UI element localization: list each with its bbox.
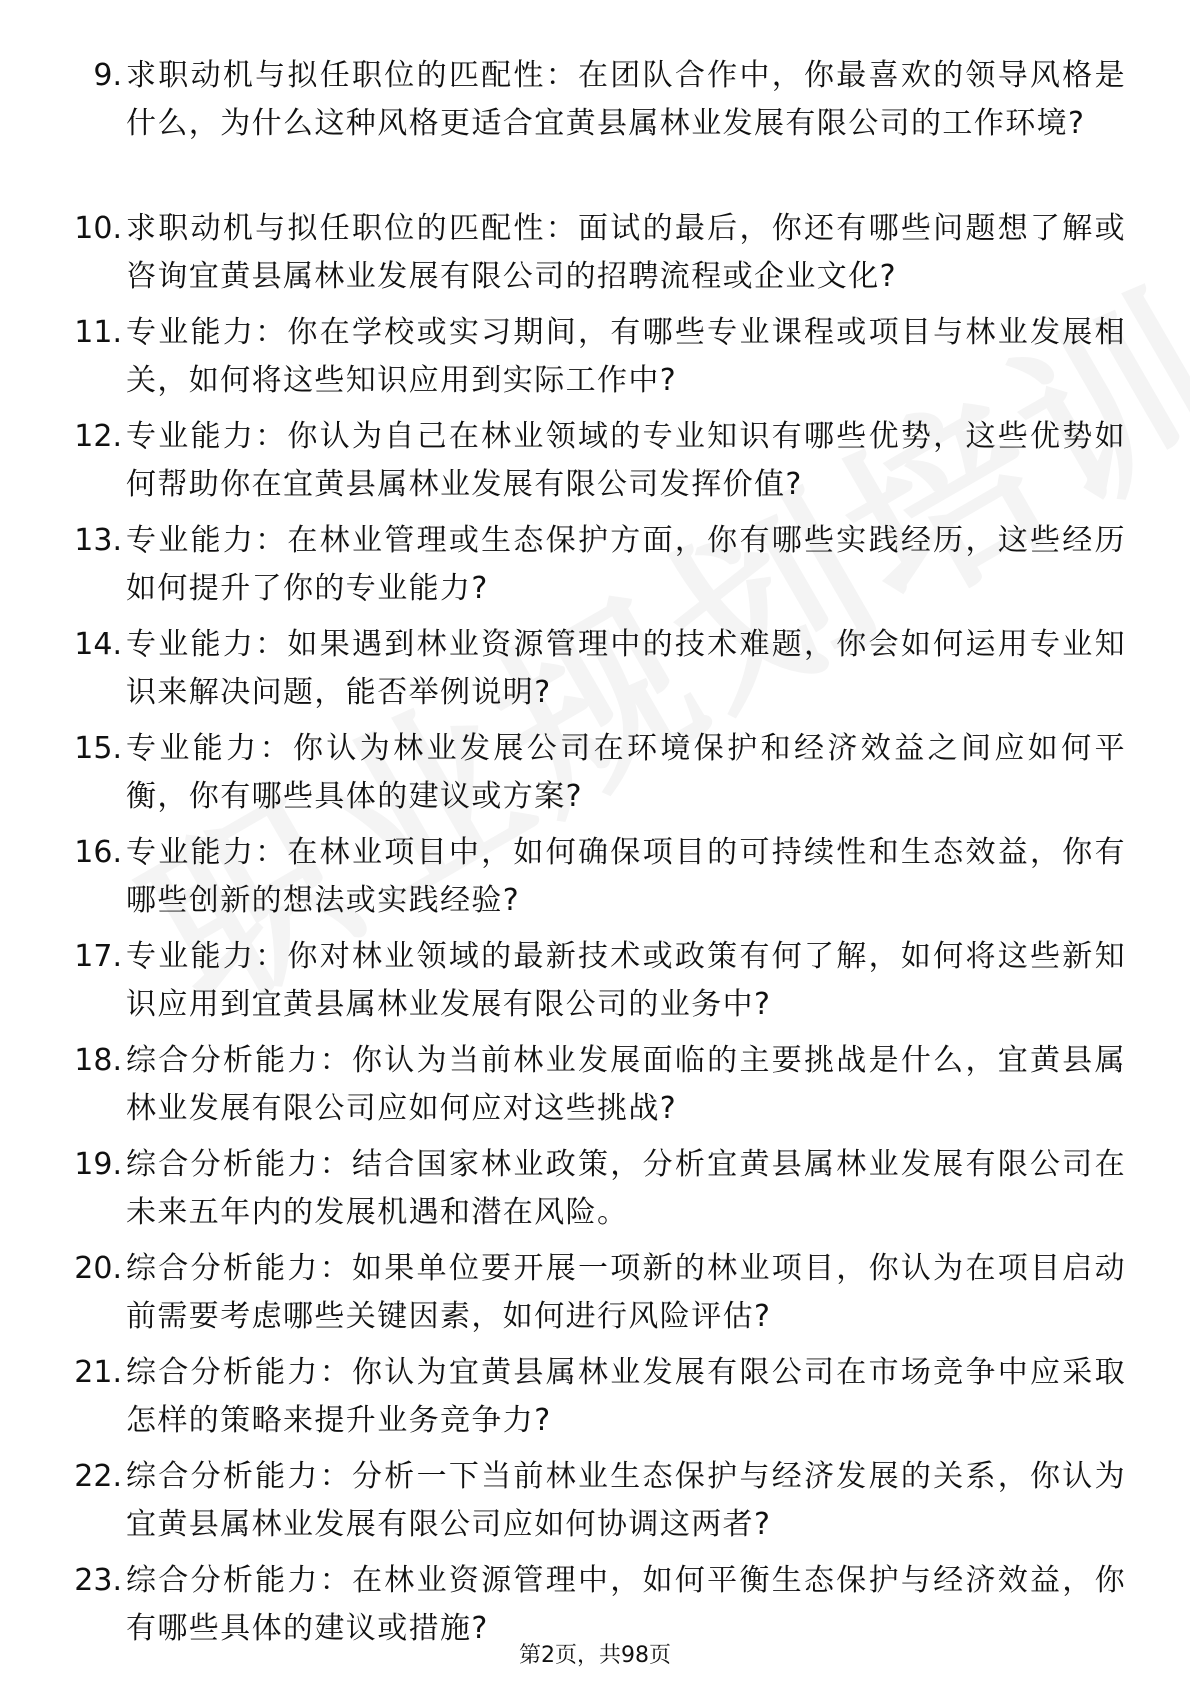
question-number: 15. — [74, 731, 122, 766]
question-text: 专业能力：你认为自己在林业领域的专业知识有哪些优势，这些优势如何帮助你在宜黄县属林业发展有限公司发挥价值? — [126, 419, 1126, 502]
question-text: 专业能力：在林业项目中，如何确保项目的可持续性和生态效益，你有哪些创新的想法或实践经验? — [126, 835, 1126, 918]
list-item — [0, 1245, 1190, 1349]
question-number: 16. — [74, 835, 122, 870]
question-text: 综合分析能力：你认为当前林业发展面临的主要挑战是什么，宜黄县属林业发展有限公司应如何应对这些挑战? — [126, 1043, 1126, 1126]
list-item — [0, 1037, 1190, 1141]
question-text: 综合分析能力：在林业资源管理中，如何平衡生态保护与经济效益，你有哪些具体的建议或措施? — [126, 1563, 1126, 1646]
question-number: 12. — [74, 419, 122, 454]
question-text: 综合分析能力：分析一下当前林业生态保护与经济发展的关系，你认为宜黄县属林业发展有限公司应如何协调这两者? — [126, 1459, 1126, 1542]
question-number: 20. — [74, 1251, 122, 1286]
list-item — [0, 1141, 1190, 1245]
question-text: 专业能力：你认为林业发展公司在环境保护和经济效益之间应如何平衡，你有哪些具体的建议或方案? — [126, 731, 1126, 814]
question-text: 专业能力：如果遇到林业资源管理中的技术难题，你会如何运用专业知识来解决问题，能否举例说明? — [126, 627, 1126, 710]
question-text: 求职动机与拟任职位的匹配性：面试的最后，你还有哪些问题想了解或咨询宜黄县属林业发展有限公司的招聘流程或企业文化? — [126, 211, 1126, 294]
list-item — [0, 1349, 1190, 1453]
question-text: 综合分析能力：你认为宜黄县属林业发展有限公司在市场竞争中应采取怎样的策略来提升业务竞争力? — [126, 1355, 1126, 1438]
page-footer: 第2页，共98页 — [519, 1643, 671, 1668]
question-number: 9. — [93, 58, 122, 93]
list-item — [0, 517, 1190, 621]
question-number: 13. — [74, 523, 122, 558]
question-text: 综合分析能力：如果单位要开展一项新的林业项目，你认为在项目启动前需要考虑哪些关键因素，如何进行风险评估? — [126, 1251, 1126, 1334]
question-number: 17. — [74, 939, 122, 974]
question-text: 专业能力：在林业管理或生态保护方面，你有哪些实践经历，这些经历如何提升了你的专业能力? — [126, 523, 1126, 606]
list-item — [0, 205, 1190, 309]
list-item — [0, 1453, 1190, 1557]
question-number: 22. — [74, 1459, 122, 1494]
question-text: 综合分析能力：结合国家林业政策，分析宜黄县属林业发展有限公司在未来五年内的发展机遇和潜在风险。 — [126, 1147, 1126, 1230]
question-text: 专业能力：你对林业领域的最新技术或政策有何了解，如何将这些新知识应用到宜黄县属林业发展有限公司的业务中? — [126, 939, 1126, 1022]
question-number: 18. — [74, 1043, 122, 1078]
question-number: 21. — [74, 1355, 122, 1390]
question-number: 19. — [74, 1147, 122, 1182]
question-number: 23. — [74, 1563, 122, 1598]
list-item — [0, 309, 1190, 413]
list-item — [0, 621, 1190, 725]
question-text: 求职动机与拟任职位的匹配性：在团队合作中，你最喜欢的领导风格是什么，为什么这种风格更适合宜黄县属林业发展有限公司的工作环境? — [126, 58, 1126, 141]
question-number: 11. — [74, 315, 122, 350]
list-item — [0, 829, 1190, 933]
question-list — [0, 52, 1190, 1661]
list-item — [0, 933, 1190, 1037]
list-item — [0, 52, 1190, 205]
list-item — [0, 725, 1190, 829]
question-number: 14. — [74, 627, 122, 662]
question-text: 专业能力：你在学校或实习期间，有哪些专业课程或项目与林业发展相关，如何将这些知识应用到实际工作中? — [126, 315, 1126, 398]
question-number: 10. — [74, 211, 122, 246]
list-item — [0, 413, 1190, 517]
